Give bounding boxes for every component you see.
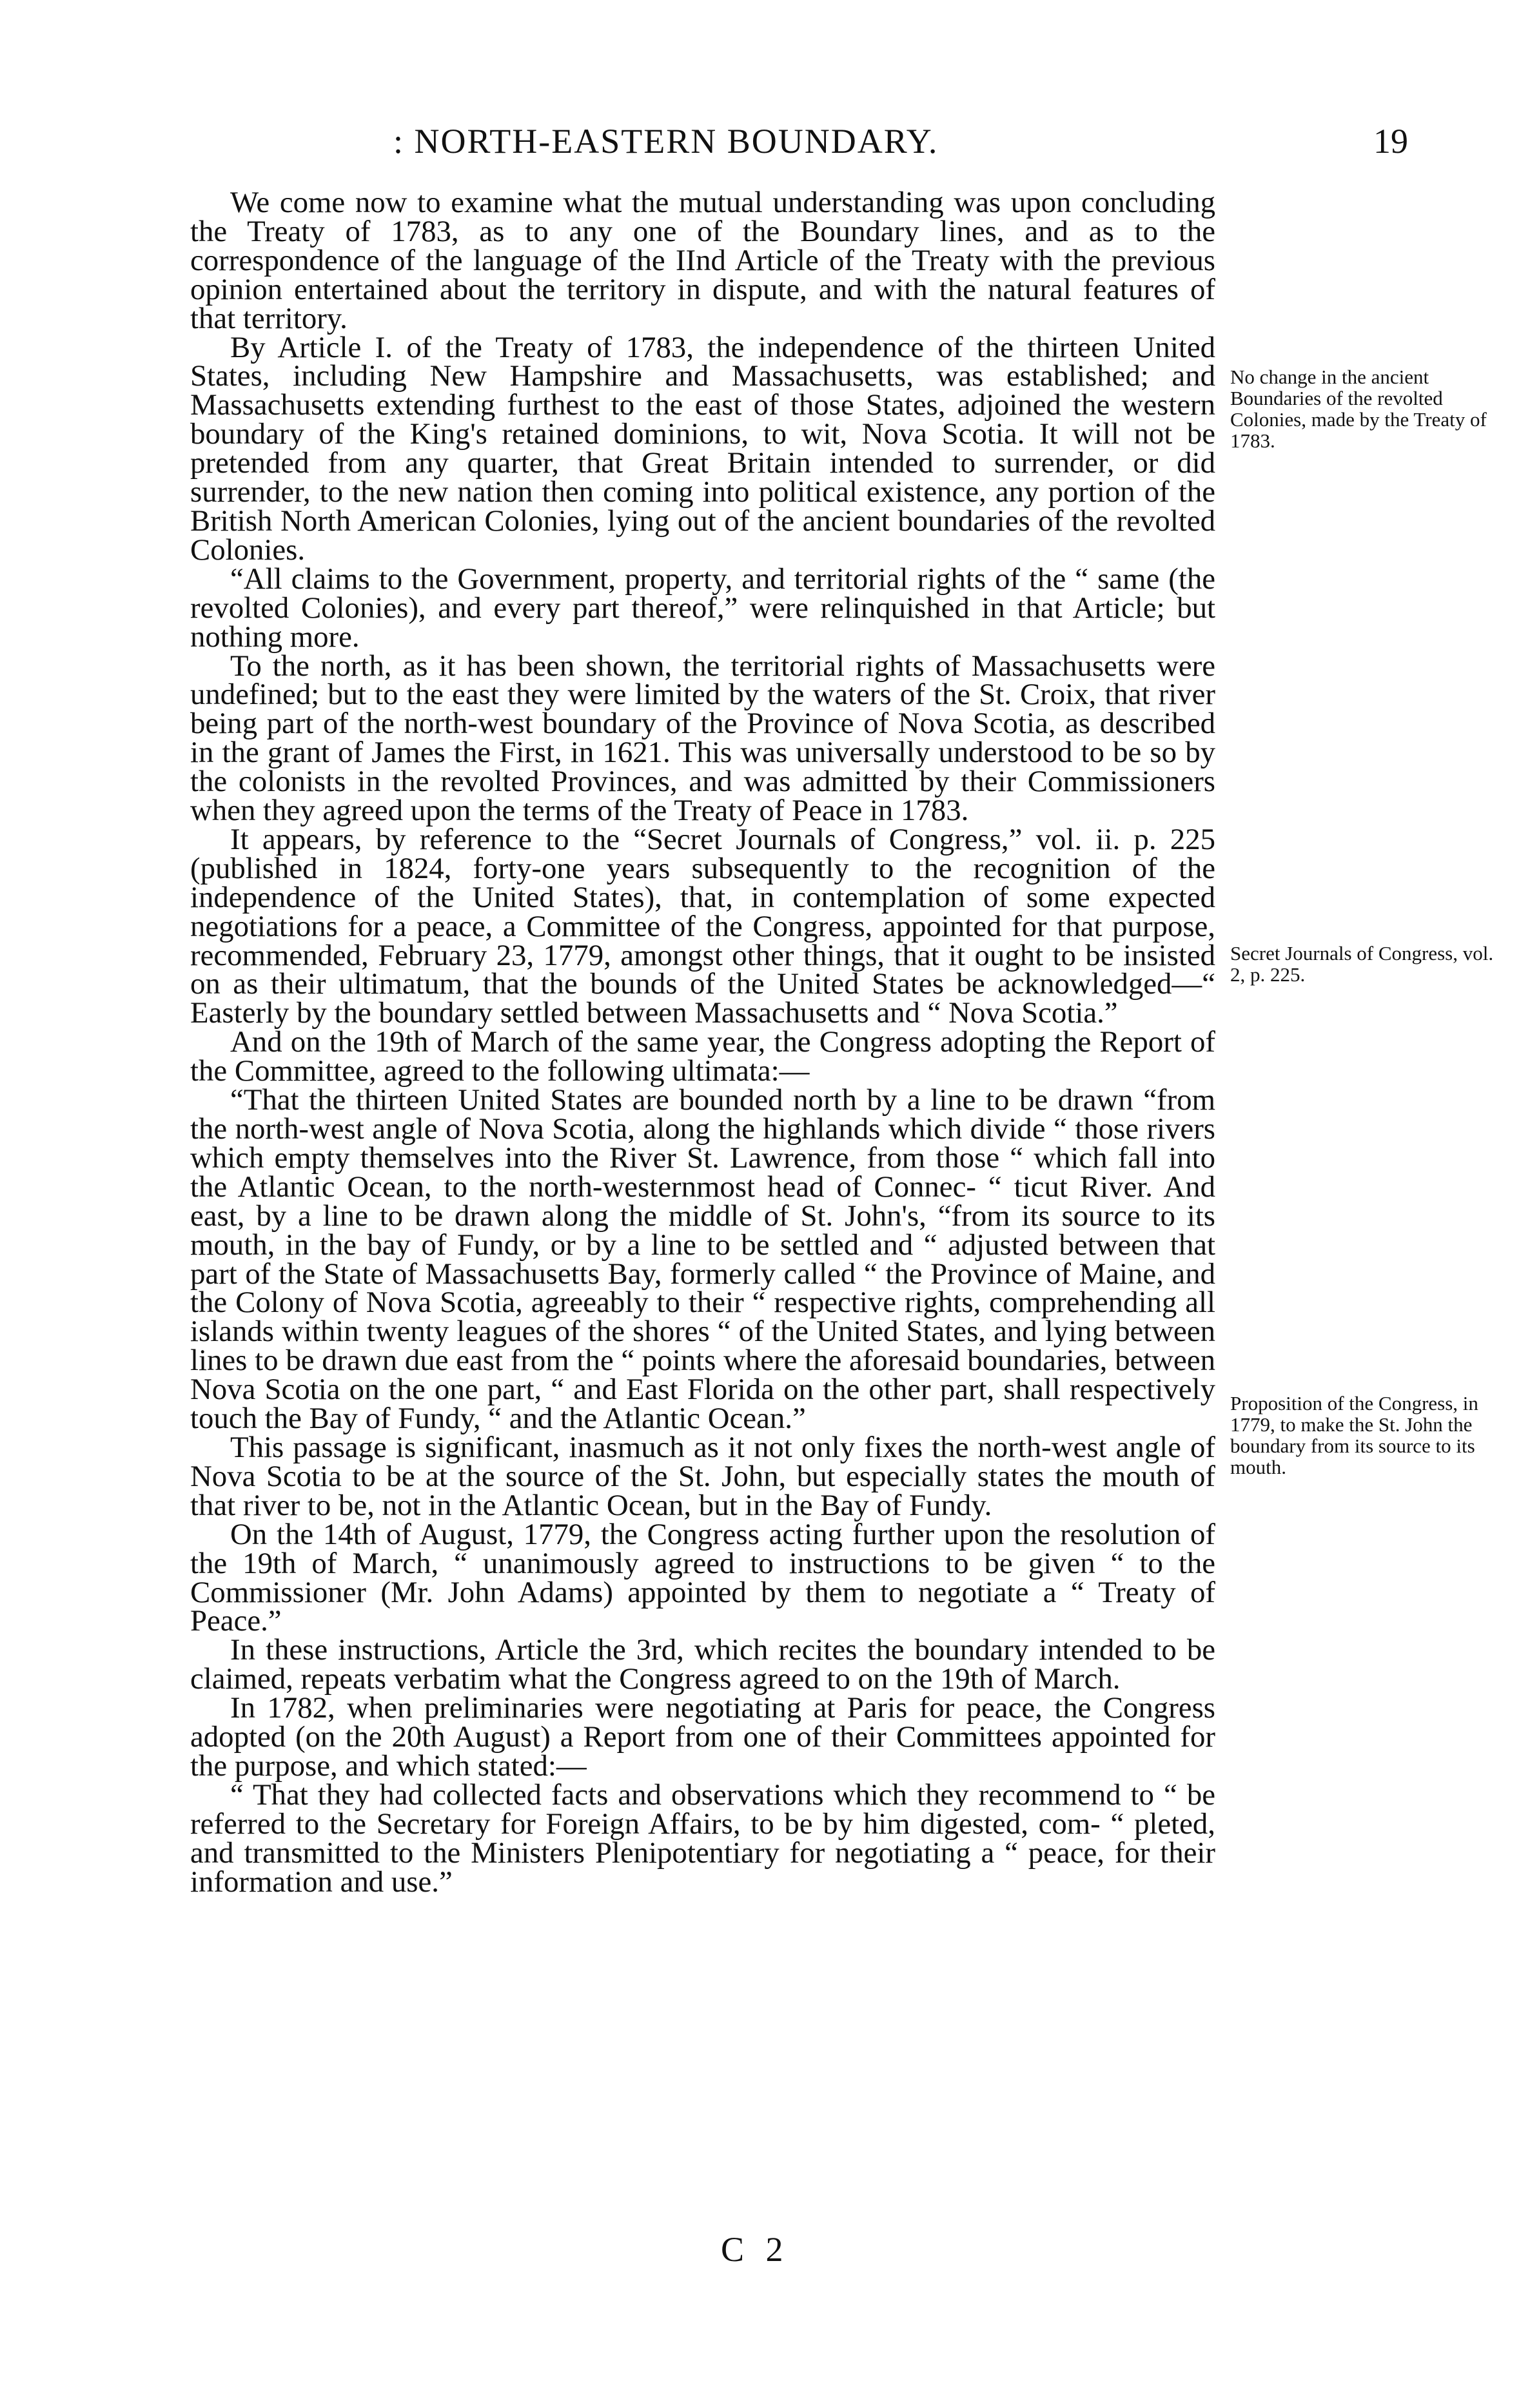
paragraph-6: And on the 19th of March of the same year, the Congress adopting the Report of the Committee, agreed to the following ultimata:— (190, 1025, 1215, 1088)
paragraph-10: In these instructions, Article the 3rd, which recites the boundary intended to be claimed, repeats verbatim what the Congress agreed to on the 19th of March. (190, 1633, 1215, 1696)
paragraph-3: “All claims to the Government, property, and territorial rights of the “ same (the revolted Colonies), and every part thereof,” were relinquished in that Article; but nothing more. (190, 562, 1215, 654)
paragraph-11: In 1782, when preliminaries were negotiating at Paris for peace, the Congress adopted (on the 20th August) a Report from one of their Committees appointed for the purpose, and which stated:— (190, 1691, 1215, 1783)
quotation-ultimata: “That the thirteen United States are bounded north by a line to be drawn “from the north-west angle of Nova Scotia, along the highlands which divide “ those rivers which empty themselves into the River St. Lawrence, from those “ which fall into the Atlantic Ocean, to the north-westernmost head of Connec- “ ticut River. And east, by a line to be drawn along the middle of St. John's, “from its source to its mouth, in the bay of Fundy, or by a line to be settled and “ adjusted between that part of the State of Massachusetts Bay, formerly called “ the Province of Maine, and the Colony of Nova Scotia, agreeably to their “ respective rights, comprehending all islands within twenty leagues of the shores “ of the United States, and lying between lines to be drawn due east from the “ points where the aforesaid boundaries, between Nova Scotia on the one part, “ and East Florida on the other part, shall respectively touch the Bay of Fundy, “ and the Atlantic Ocean.” (190, 1083, 1215, 1436)
signature-mark: C 2 (721, 2230, 790, 2269)
margin-note-secret-journals: Secret Journals of Congress, vol. 2, p. 225. (1230, 942, 1494, 986)
body-text (190, 186, 1215, 1899)
paragraph-1: We come now to examine what the mutual understanding was upon concluding the Treaty of 1783, as to any one of the Boundary lines, and as to the correspondence of the language of the IInd Article of the Treaty with the previous opinion entertained about the territory in dispute, and with the natural features of that territory. (190, 186, 1215, 335)
paragraph-5: It appears, by reference to the “Secret Journals of Congress,” vol. ii. p. 225 (published in 1824, forty-one years subsequently to the recognition of the independence of the United States), that, in contemplation of some expected negotiations for a peace, a Committee of the Congress, appointed for that purpose, recommended, February 23, 1779, amongst other things, that it ought to be insisted on as their ultimatum, that the bounds of the United States be acknowledged—“ Easterly by the boundary settled between Massachusetts and “ Nova Scotia.” (190, 822, 1215, 1030)
paragraph-2: By Article I. of the Treaty of 1783, the independence of the thirteen United States, including New Hampshire and Massachusetts, was established; and Massachusetts extending furthest to the east of those States, adjoined the western boundary of the King's retained dominions, to wit, Nova Scotia. It will not be pretended from any quarter, that Great Britain intended to surrender, or did surrender, to the new nation then coming into political existence, any portion of the British North American Colonies, lying out of the ancient boundaries of the revolted Colonies. (190, 330, 1215, 567)
paragraph-8: This passage is significant, inasmuch as it not only fixes the north-west angle of Nova Scotia to be at the source of the St. John, but especially states the mouth of that river to be, not in the Atlantic Ocean, but in the Bay of Fundy. (190, 1430, 1215, 1522)
running-header (0, 121, 1530, 173)
margin-note-boundaries: No change in the ancient Boundaries of the revolted Colonies, made by the Treaty of 1783. (1230, 366, 1487, 452)
page-number: 19 (1373, 122, 1408, 161)
paragraph-4: To the north, as it has been shown, the territorial rights of Massachusetts were undefined; but to the east they were limited by the waters of the St. Croix, that river being part of the north-west boundary of the Province of Nova Scotia, as described in the grant of James the First, in 1621. This was universally understood to be so by the colonists in the revolted Provinces, and was admitted by their Commissioners when they agreed upon the terms of the Treaty of Peace in 1783. (190, 649, 1215, 828)
quotation-report: “ That they had collected facts and observations which they recommend to “ be referred to the Secretary for Foreign Affairs, to be by him digested, com- “ pleted, and transmitted to the Ministers Plenipotentiary for negotiating a “ peace, for their information and use.” (190, 1777, 1215, 1899)
running-title: : NORTH-EASTERN BOUNDARY. (393, 122, 939, 161)
margin-note-proposition: Proposition of the Congress, in 1779, to make the St. John the boundary from its source to its mouth. (1230, 1392, 1478, 1478)
paragraph-9: On the 14th of August, 1779, the Congress acting further upon the resolution of the 19th of March, “ unanimously agreed to instructions to be given “ to the Commissioner (Mr. John Adams) appointed by them to negotiate a “ Treaty of Peace.” (190, 1517, 1215, 1638)
